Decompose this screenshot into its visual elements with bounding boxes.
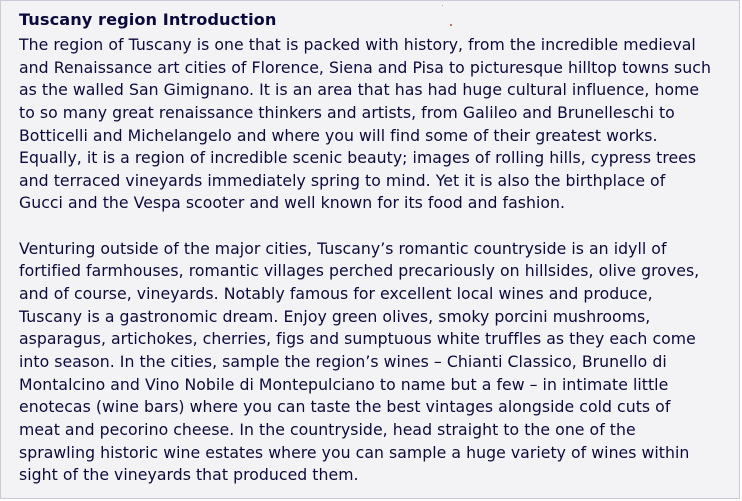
paragraph-1-line: and terraced vineyards immediately spring to mind. Yet it is also the birthplace of bbox=[19, 170, 666, 190]
paragraph-1-line: Gucci and the Vespa scooter and well known for its food and fashion. bbox=[19, 193, 566, 213]
paragraph-2-line: fortified farmhouses, romantic villages perched precariously on hillsides, olive groves, bbox=[19, 261, 700, 281]
paragraph-2-line: asparagus, artichokes, cherries, figs and sumptuous white truffles as they each come bbox=[19, 329, 696, 349]
paragraph-2-line: sprawling historic wine estates where you can sample a huge variety of wines within bbox=[19, 442, 690, 462]
article-title: Tuscany region Introduction bbox=[19, 10, 277, 29]
paragraph-2-line: meat and pecorino cheese. In the countryside, head straight to the one of the bbox=[19, 419, 636, 439]
paragraph-2-line: enotecas (wine bars) where you can taste the best vintages alongside cold cuts of bbox=[19, 397, 671, 417]
paragraph-2-line: Venturing outside of the major cities, Tuscany’s romantic countryside is an idyll of bbox=[19, 238, 667, 258]
paragraph-1-line: to so many great renaissance thinkers and artists, from Galileo and Brunelleschi to bbox=[19, 102, 675, 122]
paragraph-2-line: sight of the vineyards that produced them. bbox=[19, 465, 359, 485]
paragraph-1-line: as the walled San Gimignano. It is an area that has had huge cultural influence, home bbox=[19, 80, 700, 100]
paragraph-spacer bbox=[19, 215, 711, 238]
paragraph-1-line: Equally, it is a region of incredible scenic beauty; images of rolling hills, cypress trees bbox=[19, 148, 697, 168]
paragraph-1-line: The region of Tuscany is one that is packed with history, from the incredible medieval bbox=[19, 35, 696, 54]
paragraph-2-line: into season. In the cities, sample the region’s wines – Chianti Classico, Brunello di bbox=[19, 351, 667, 371]
scan-speck bbox=[442, 5, 443, 6]
article-body bbox=[19, 34, 711, 487]
paragraph-1-line: Botticelli and Michelangelo and where you will find some of their greatest works. bbox=[19, 125, 658, 145]
scan-speck bbox=[450, 24, 452, 26]
paragraph-2-line: and of course, vineyards. Notably famous for excellent local wines and produce, bbox=[19, 284, 653, 304]
paragraph-2-line: Tuscany is a gastronomic dream. Enjoy green olives, smoky porcini mushrooms, bbox=[19, 306, 651, 326]
paragraph-2-line: Montalcino and Vino Nobile di Montepulciano to name but a few – in intimate little bbox=[19, 374, 669, 394]
paragraph-1-line: and Renaissance art cities of Florence, Siena and Pisa to picturesque hilltop towns such bbox=[19, 57, 711, 77]
